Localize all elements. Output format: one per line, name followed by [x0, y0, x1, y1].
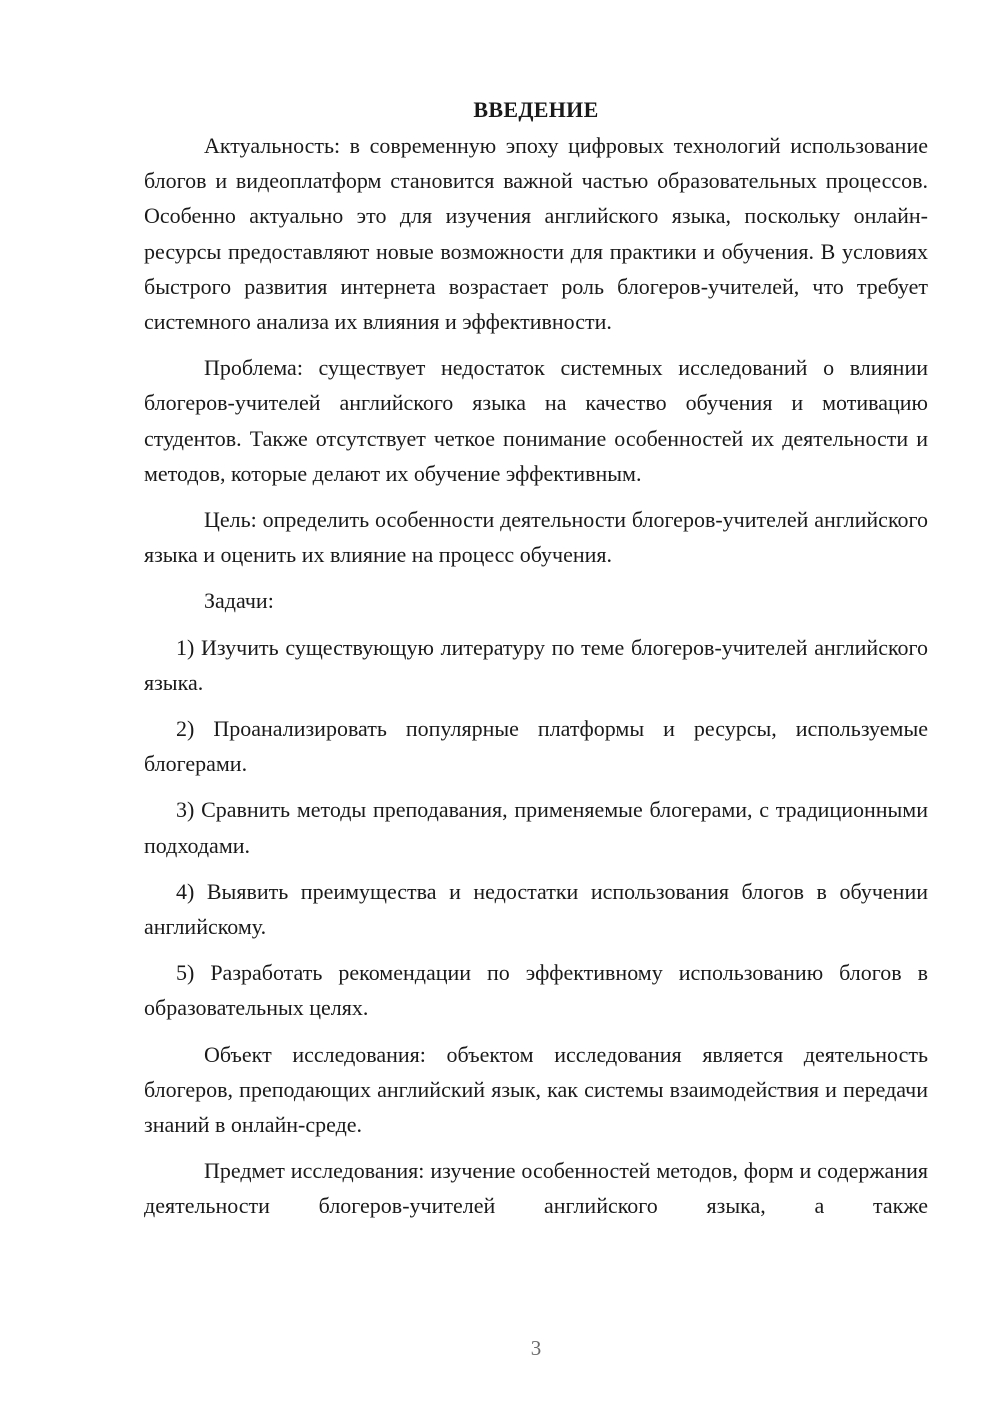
- object-paragraph: Объект исследования: объектом исследования является деятельность блогеров, преподающих английский язык, как системы взаимодействия и передачи знаний в онлайн-среде.: [144, 1041, 928, 1138]
- section-heading: ВВЕДЕНИЕ: [473, 97, 599, 122]
- task-item: 4) Выявить преимущества и недостатки использования блогов в обучении английскому.: [144, 878, 928, 940]
- subject-paragraph: Предмет исследования: изучение особенностей методов, форм и содержания деятельности блогеров-учителей английского языка, а также: [144, 1158, 928, 1219]
- tasks-label: Задачи:: [204, 588, 274, 614]
- relevance-paragraph: Актуальность: в современную эпоху цифровых технологий использование блогов и видеоплатформ становится важной частью образовательных процессов. Особенно актуально это для изучения английского языка, поскольку онлайн-ресурсы предоставляют новые возможности для практики и обучения. В условиях быстрого развития интернета возрастает роль блогеров-учителей, что требует системного анализа их влияния и эффективности.: [144, 133, 928, 335]
- page-number: 3: [530, 1336, 542, 1360]
- task-item: 5) Разработать рекомендации по эффективному использованию блогов в образовательных целях.: [144, 960, 928, 1021]
- task-item: 1) Изучить существующую литературу по теме блогеров-учителей английского языка.: [144, 634, 928, 695]
- problem-paragraph: Проблема: существует недостаток системных исследований о влиянии блогеров-учителей английского языка на качество обучения и мотивацию студентов. Также отсутствует четкое понимание особенностей их деятельности и методов, которые делают их обучение эффективным.: [144, 355, 928, 486]
- goal-paragraph: Цель: определить особенности деятельности блогеров-учителей английского языка и оценить их влияние на процесс обучения.: [144, 507, 928, 568]
- document-page: [144, 92, 928, 1224]
- task-item: 3) Сравнить методы преподавания, применяемые блогерами, с традиционными подходами.: [144, 797, 928, 858]
- task-item: 2) Проанализировать популярные платформы и ресурсы, используемые блогерами.: [144, 716, 928, 777]
- tasks-list: [144, 630, 928, 1026]
